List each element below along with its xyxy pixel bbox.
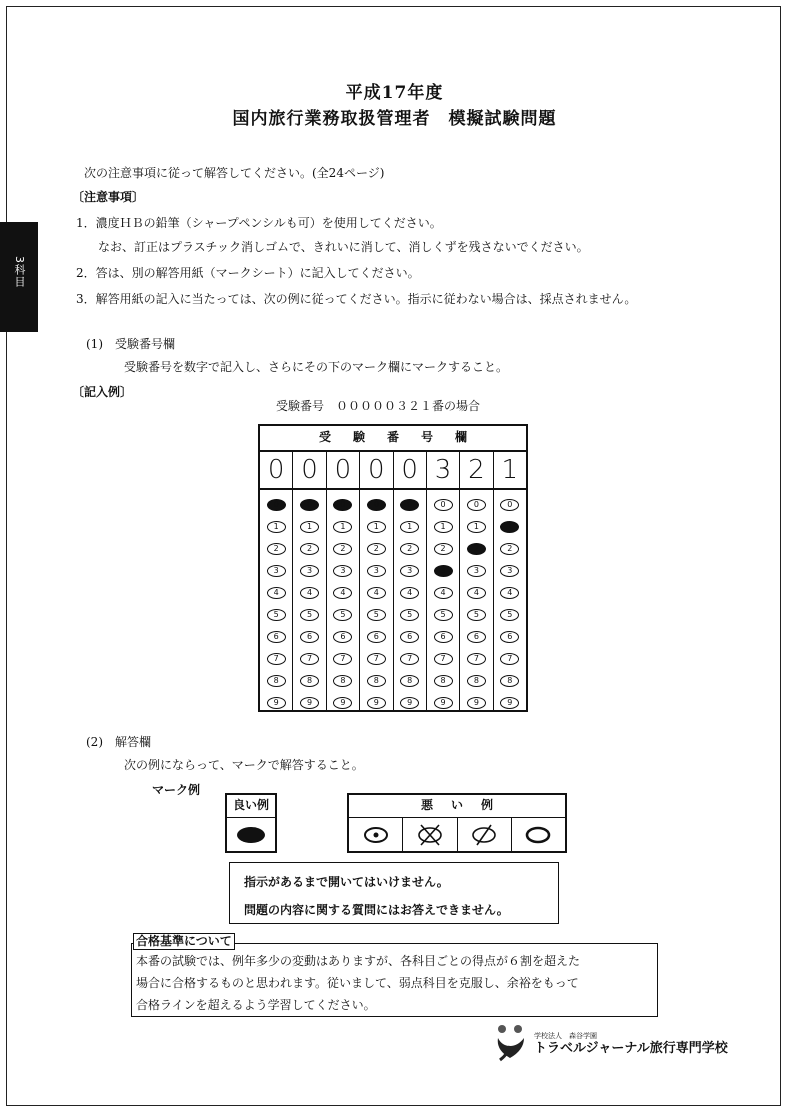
- bubble: 2: [267, 543, 286, 555]
- criteria-label: 合格基準について: [133, 933, 235, 950]
- bubble-filled: 0: [267, 499, 286, 511]
- bubble-filled: 3: [434, 565, 453, 577]
- notes-heading: 〔注意事項〕: [72, 190, 145, 204]
- bubble: 1: [333, 521, 352, 533]
- bubble: 2: [333, 543, 352, 555]
- digit-cell: 0: [327, 452, 360, 488]
- bubble: 6: [300, 631, 319, 643]
- bubble: 7: [500, 653, 519, 665]
- bubble: 2: [300, 543, 319, 555]
- school-logo-small-text: 学校法人 森谷学園: [534, 1031, 597, 1040]
- bubble: 2: [500, 543, 519, 555]
- bubble: 0: [500, 499, 519, 511]
- school-logo: [494, 1024, 728, 1064]
- title-year: 平成17年度: [345, 83, 444, 103]
- bubble: 9: [300, 697, 319, 709]
- bubble: 7: [400, 653, 419, 665]
- bubble: 2: [367, 543, 386, 555]
- bubble: 7: [367, 653, 386, 665]
- criteria-line-2: 場合に合格するものと思われます。従いまして、弱点科目を克服し、余裕をもって: [136, 976, 579, 990]
- empty-mark-icon: [512, 818, 565, 852]
- good-example-label: 良い例: [227, 795, 275, 818]
- bubble: 8: [467, 675, 486, 687]
- bubble: 8: [400, 675, 419, 687]
- bubble: 8: [267, 675, 286, 687]
- bubble: 6: [500, 631, 519, 643]
- exam-number-sheet: [258, 424, 528, 712]
- bubble: 4: [434, 587, 453, 599]
- mark-example-label: マーク例: [152, 783, 201, 797]
- bubble: 3: [467, 565, 486, 577]
- bad-example-row: [349, 818, 565, 852]
- intro-text: 次の注意事項に従って解答してください。(全24ページ): [84, 166, 385, 180]
- bubble: 4: [267, 587, 286, 599]
- bubble-column: [360, 490, 393, 712]
- digit-cell: 0: [360, 452, 393, 488]
- bubble: 6: [467, 631, 486, 643]
- bubble: 5: [300, 609, 319, 621]
- bubble-grid: [260, 490, 526, 712]
- criteria-line-1: 本番の試験では、例年多少の変動はありますが、各科目ごとの得点が６割を超えた: [136, 954, 581, 968]
- school-name: トラベルジャーナル旅行専門学校: [534, 1040, 728, 1056]
- bubble: 4: [400, 587, 419, 599]
- criteria-box: [131, 943, 658, 1017]
- bubble: 0: [434, 499, 453, 511]
- bubble-filled: 0: [300, 499, 319, 511]
- bubble: 9: [500, 697, 519, 709]
- side-tab-label: 3科目: [13, 256, 26, 288]
- section2-label: (2) 解答欄: [86, 735, 151, 749]
- bubble: 8: [434, 675, 453, 687]
- bubble: 9: [267, 697, 286, 709]
- note-1: 1．濃度ＨＢの鉛筆（シャープペンシルも可）を使用してください。: [76, 216, 442, 230]
- bad-example-box: [347, 793, 567, 853]
- bubble: 5: [267, 609, 286, 621]
- digit-cell: 0: [293, 452, 326, 488]
- bubble: 0: [467, 499, 486, 511]
- bubble: 9: [434, 697, 453, 709]
- bubble-column: [327, 490, 360, 712]
- bubble-column: [427, 490, 460, 712]
- bubble: 7: [434, 653, 453, 665]
- digit-cell: 0: [260, 452, 293, 488]
- bubble-column: [494, 490, 526, 712]
- bubble: 6: [434, 631, 453, 643]
- bubble: 2: [434, 543, 453, 555]
- note-3: 3．解答用紙の記入に当たっては、次の例に従ってください。指示に従わない場合は、採点されません。: [76, 292, 637, 306]
- bubble: 2: [400, 543, 419, 555]
- bubble-filled: 0: [367, 499, 386, 511]
- notice-line-2: 問題の内容に関する質問にはお答えできません。: [244, 903, 509, 917]
- title-main: 国内旅行業務取扱管理者 模擬試験問題: [232, 109, 557, 129]
- bubble: 4: [300, 587, 319, 599]
- section1-label: (1) 受験番号欄: [86, 337, 175, 351]
- bubble-column: [460, 490, 493, 712]
- bubble: 1: [300, 521, 319, 533]
- example-heading: 〔記入例〕: [72, 385, 133, 399]
- bubble: 4: [500, 587, 519, 599]
- bubble: 9: [333, 697, 352, 709]
- digit-cell: 2: [460, 452, 493, 488]
- bubble: 6: [400, 631, 419, 643]
- example-caption: 受験番号 ０００００３２１番の場合: [276, 399, 481, 413]
- bubble: 8: [333, 675, 352, 687]
- bubble: 8: [500, 675, 519, 687]
- bubble: 7: [300, 653, 319, 665]
- bubble-column: [394, 490, 427, 712]
- subject-side-tab: [0, 222, 38, 332]
- bubble: 1: [400, 521, 419, 533]
- bubble: 6: [367, 631, 386, 643]
- bubble: 4: [367, 587, 386, 599]
- slash-mark-icon: [458, 818, 512, 852]
- bubble: 3: [333, 565, 352, 577]
- bubble: 3: [267, 565, 286, 577]
- bubble-column: [293, 490, 326, 712]
- section1-desc: 受験番号を数字で記入し、さらにその下のマーク欄にマークすること。: [124, 360, 509, 374]
- bubble: 3: [500, 565, 519, 577]
- bubble: 5: [500, 609, 519, 621]
- section2-desc: 次の例にならって、マークで解答すること。: [124, 758, 364, 772]
- bubble: 1: [467, 521, 486, 533]
- bubble: 5: [434, 609, 453, 621]
- filled-mark-icon: [237, 827, 265, 843]
- bad-example-label: 悪い例: [349, 795, 565, 818]
- bubble: 4: [467, 587, 486, 599]
- bubble: 7: [467, 653, 486, 665]
- bubble-filled: 0: [400, 499, 419, 511]
- digit-row: [260, 452, 526, 490]
- bubble: 7: [267, 653, 286, 665]
- bubble: 9: [367, 697, 386, 709]
- bubble: 8: [300, 675, 319, 687]
- bubble-column: [260, 490, 293, 712]
- cross-mark-icon: [403, 818, 457, 852]
- bubble: 3: [300, 565, 319, 577]
- bubble: 9: [467, 697, 486, 709]
- bubble-filled: 1: [500, 521, 519, 533]
- bubble: 7: [333, 653, 352, 665]
- notice-line-1: 指示があるまで開いてはいけません。: [244, 875, 449, 889]
- digit-cell: 3: [427, 452, 460, 488]
- notice-box: [229, 862, 559, 924]
- digit-cell: 0: [394, 452, 427, 488]
- bubble: 6: [333, 631, 352, 643]
- note-1-cont: なお、訂正はプラスチック消しゴムで、きれいに消して、消しくずを残さないでください。: [98, 240, 589, 254]
- bubble: 3: [367, 565, 386, 577]
- note-2: 2．答は、別の解答用紙（マークシート）に記入してください。: [76, 266, 420, 280]
- bubble: 8: [367, 675, 386, 687]
- bubble: 1: [434, 521, 453, 533]
- good-example-box: [225, 793, 277, 853]
- bubble-filled: 0: [333, 499, 352, 511]
- bubble-filled: 2: [467, 543, 486, 555]
- bubble: 5: [367, 609, 386, 621]
- bubble: 6: [267, 631, 286, 643]
- criteria-line-3: 合格ラインを超えるよう学習してください。: [136, 998, 376, 1012]
- bubble: 5: [467, 609, 486, 621]
- bubble: 5: [400, 609, 419, 621]
- school-logo-icon: [494, 1024, 530, 1064]
- bubble: 1: [267, 521, 286, 533]
- sheet-header: 受験番号欄: [260, 426, 526, 452]
- bubble: 4: [333, 587, 352, 599]
- bubble: 1: [367, 521, 386, 533]
- bubble: 9: [400, 697, 419, 709]
- bubble: 5: [333, 609, 352, 621]
- digit-cell: 1: [501, 455, 519, 485]
- bubble: 3: [400, 565, 419, 577]
- dot-mark-icon: [349, 818, 403, 852]
